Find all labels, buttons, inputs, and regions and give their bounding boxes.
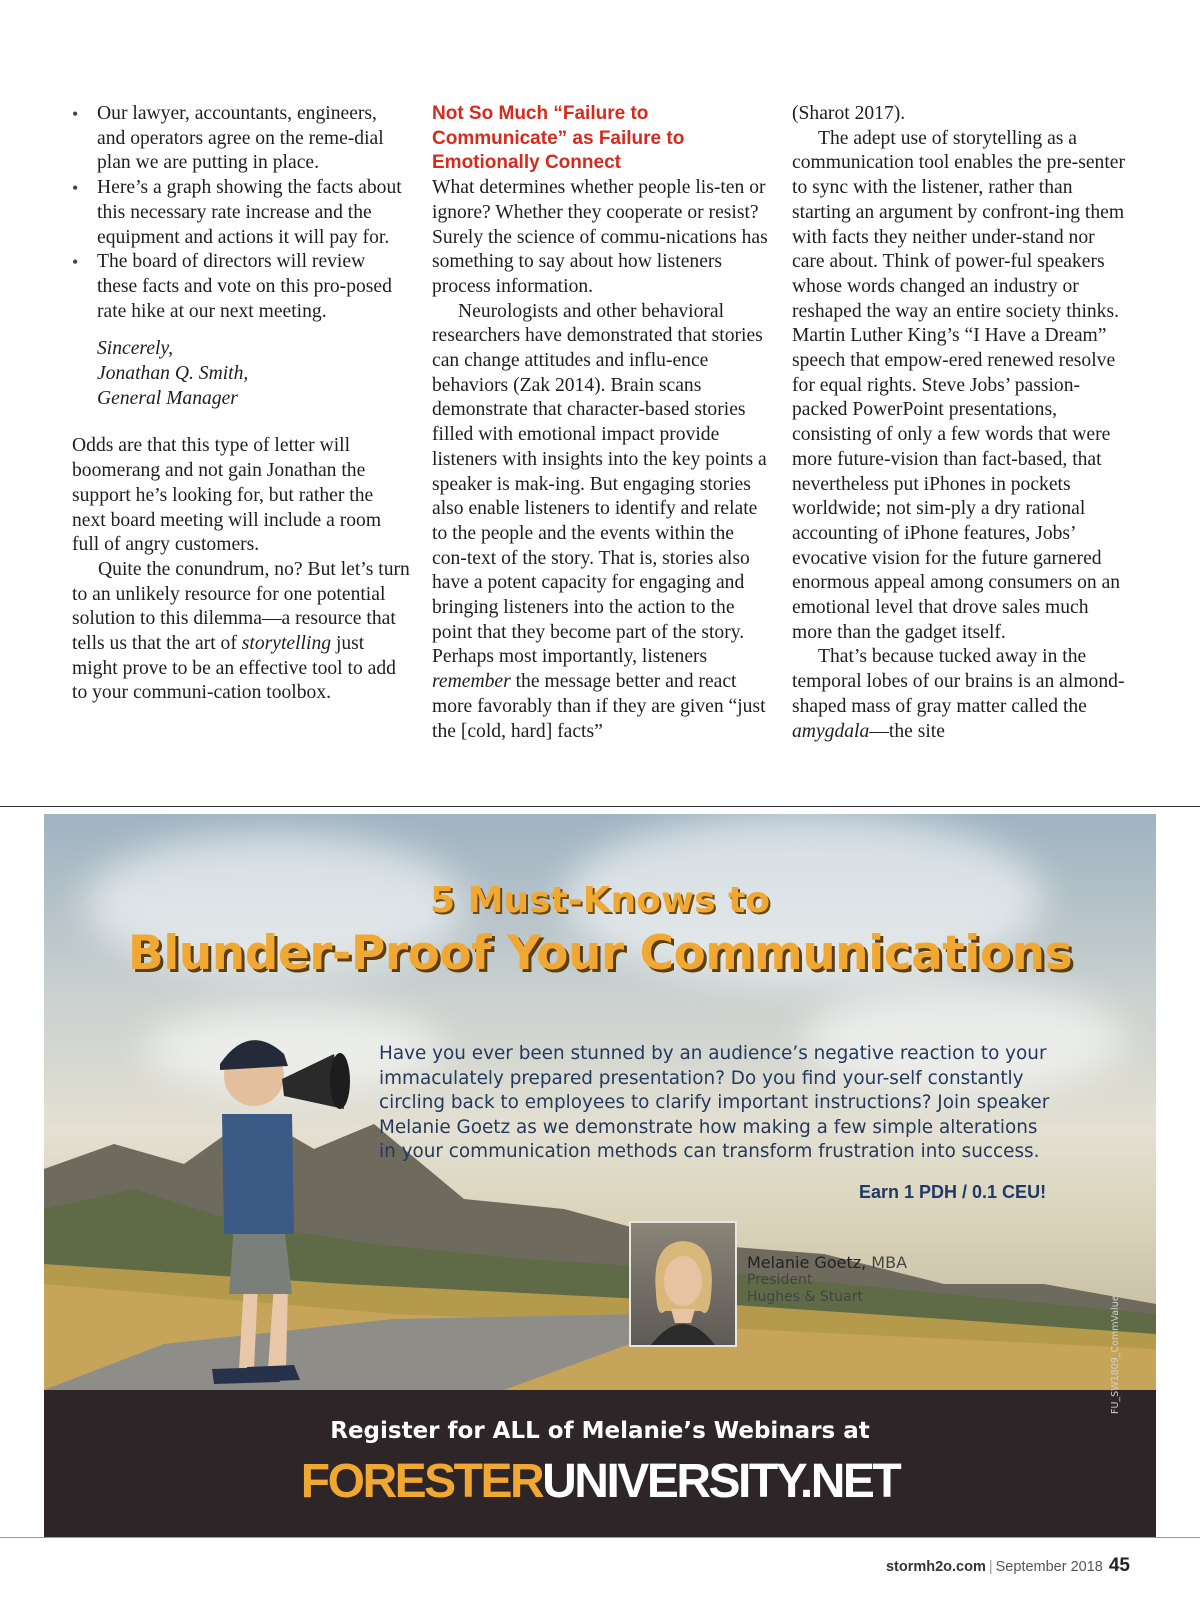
signer-title: General Manager [97,387,238,409]
webinar-advertisement[interactable] [44,814,1156,1537]
footer-date: September 2018 [995,1559,1103,1575]
ad-title-small: 5 Must-Knows to [429,880,771,921]
footer-separator: | [988,1559,993,1575]
paragraph: What determines whether people lis-ten or ignore? Whether they cooperate or resist? Surely the science of commu-nications has something to say about how listeners process information. [432,177,768,297]
paragraph: The adept use of storytelling as a communication tool enables the pre-senter to sync with the listener, rather than starting an argument by confront-ing them with facts they neither under-stand nor care about. Think of power-ful speakers whose words changed an industry or reshaped the way an entire society thinks. Martin Luther King’s “I Have a Dream” speech that empow-ered renewed resolve for equal rights. Steve Jobs’ passion-packed PowerPoint presentations, consisting of only a few words that were more future-vision than fact-based, that nevertheless put iPhones in pockets worldwide; not sim-ply a dry rational accounting of iPhone features, Jobs’ evocative vision for the future garnered enormous appeal among consumers on an emotional level that drove sales much more than the gadget itself. [792,127,1125,643]
ad-title-big: Blunder-Proof Your Communications [127,926,1073,981]
speaker-info [747,1253,907,1306]
signer-name: Jonathan Q. Smith, [97,363,249,385]
signoff: Sincerely, [97,338,173,360]
ad-code: FU_SW1809_CommValue [1110,1295,1121,1414]
letter-bullet-list [72,102,410,324]
page-number: 45 [1108,1555,1130,1576]
register-cta: Register for ALL of Melanie’s Webinars at [330,1418,870,1444]
ad-description: Have you ever been stunned by an audience’s negative reaction to your immaculately prepared presentation? Do you find your-self constantly circling back to employees to clarify important instructions? Join speaker Melanie Goetz as we demonstrate how making a few simple alterations in your communication methods can transform frustration into success. [379,1043,1050,1163]
bullet-item: • Our lawyer, accountants, engineers, and operators agree on the reme-dial plan we are putting in place. [72,102,410,176]
article-column-2 [432,102,770,744]
registration-banner[interactable] [44,1390,1156,1537]
article-column-3 [792,102,1130,744]
speaker-title: President [747,1272,813,1288]
bottom-divider [0,1537,1200,1538]
speaker-company: Hughes & Stuart [747,1289,863,1305]
paragraph: (Sharot 2017). [792,103,906,124]
bullet-item: • The board of directors will review these facts and vote on this pro-posed rate hike at our next meeting. [72,250,410,324]
paragraph: Neurologists and other behavioral researchers have demonstrated that stories can change attitudes and influ-ence behaviors (Zak 2014). Brain scans demonstrate that character-based stories filled with emotional impact provide listeners with insights into the key points a speaker is mak-ing. But engaging stories also enable listeners to identify and relate to the people and the events within the con-text of the story. That is, stories also have a potent capacity for engaging and bringing listeners into the action to the point that they become part of the story. Perhaps most importantly, listeners remember the message better and react more favorably than if they are given “just the [cold, hard] facts” [432,300,767,742]
paragraph: That’s because tucked away in the temporal lobes of our brains is an almond-shaped mass of gray matter called the amygdala—the site [792,646,1125,742]
credit-badge: Earn 1 PDH / 0.1 CEU! [859,1182,1047,1202]
section-subhead: Not So Much “Failure to Communicate” as Failure to Emotionally Connect [432,103,685,174]
ad-background-photo [44,814,1156,1390]
paragraph: Quite the conundrum, no? But let’s turn to an unlikely resource for one potential solution to this dilemma—a resource that tells us that the art of storytelling just might prove to be an effective tool to add to your communi-cation toolbox. [72,558,410,704]
forester-university-link[interactable]: FORESTERUNIVERSITY.NET [300,1455,900,1508]
page-footer [886,1555,1130,1577]
speaker-name: Melanie Goetz, MBA [747,1253,908,1272]
letter-signature [97,337,410,411]
footer-site: stormh2o.com [885,1559,986,1575]
paragraph: Odds are that this type of letter will boomerang and not gain Jonathan the support he’s looking for, but rather the next board meeting will include a room full of angry customers. [72,435,382,556]
speaker-photo [629,1221,737,1347]
section-divider [0,806,1200,807]
article-column-1 [72,102,410,706]
bullet-item: • Here’s a graph showing the facts about this necessary rate increase and the equipment and actions it will pay for. [72,176,410,250]
